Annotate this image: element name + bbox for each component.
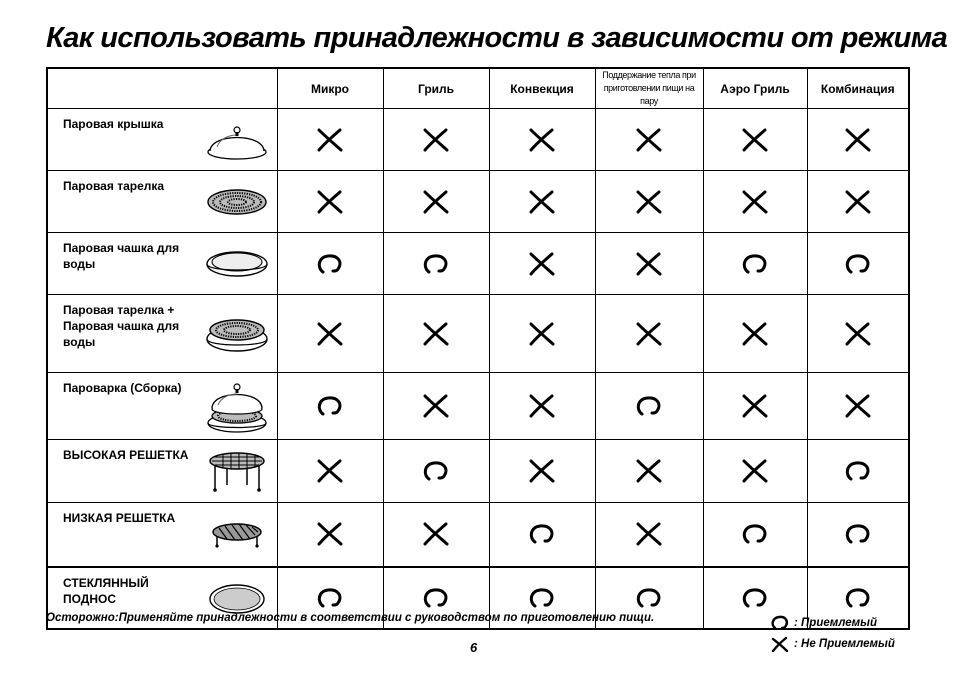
cross-mark-icon bbox=[315, 322, 345, 346]
cross-mark-icon bbox=[770, 636, 790, 652]
not-acceptable-mark bbox=[489, 233, 595, 295]
circle-mark-icon bbox=[421, 460, 451, 482]
mode-header-steam-keep-warm: Поддержание тепла при приготовлении пищи на пару bbox=[595, 68, 703, 109]
page-title: Как использовать принадлежности в зависимости от режима bbox=[46, 22, 948, 54]
acceptable-mark bbox=[807, 440, 909, 503]
acceptable-mark bbox=[383, 440, 489, 503]
cross-mark-icon bbox=[315, 128, 345, 152]
not-acceptable-mark bbox=[489, 440, 595, 503]
not-acceptable-mark bbox=[703, 295, 807, 373]
accessory-row bbox=[47, 295, 909, 373]
accessory-name: Паровая тарелка + Паровая чашка для воды bbox=[63, 303, 180, 349]
cross-mark-icon bbox=[740, 459, 770, 483]
circle-mark-icon bbox=[843, 587, 873, 609]
not-acceptable-mark bbox=[595, 233, 703, 295]
not-acceptable-mark bbox=[383, 373, 489, 440]
cross-mark-icon bbox=[421, 394, 451, 418]
not-acceptable-mark bbox=[703, 171, 807, 233]
circle-mark-icon bbox=[843, 460, 873, 482]
not-acceptable-mark bbox=[807, 373, 909, 440]
not-acceptable-mark bbox=[277, 171, 383, 233]
mode-header-grill: Гриль bbox=[383, 68, 489, 109]
circle-mark-icon bbox=[527, 587, 557, 609]
not-acceptable-mark bbox=[383, 295, 489, 373]
legend-not-acceptable bbox=[770, 633, 895, 654]
not-acceptable-mark bbox=[595, 109, 703, 171]
cross-mark-icon bbox=[527, 252, 557, 276]
circle-mark-icon bbox=[843, 253, 873, 275]
steam-lid-icon bbox=[205, 119, 269, 161]
acceptable-mark bbox=[383, 233, 489, 295]
circle-mark-icon bbox=[740, 587, 770, 609]
cross-mark-icon bbox=[843, 322, 873, 346]
low-rack-icon bbox=[205, 519, 269, 551]
cross-mark-icon bbox=[315, 459, 345, 483]
circle-mark-icon bbox=[421, 253, 451, 275]
accessory-name: НИЗКАЯ РЕШЕТКА bbox=[63, 511, 176, 525]
cross-mark-icon bbox=[843, 190, 873, 214]
not-acceptable-mark bbox=[383, 171, 489, 233]
accessory-row bbox=[47, 440, 909, 503]
circle-mark-icon bbox=[634, 587, 664, 609]
not-acceptable-mark bbox=[383, 503, 489, 567]
not-acceptable-mark bbox=[489, 109, 595, 171]
steamer-assembly-icon bbox=[205, 378, 269, 436]
accessory-cell bbox=[47, 233, 277, 295]
not-acceptable-mark bbox=[703, 109, 807, 171]
not-acceptable-mark bbox=[489, 373, 595, 440]
acceptable-mark bbox=[703, 233, 807, 295]
acceptable-mark bbox=[807, 503, 909, 567]
cross-mark-icon bbox=[740, 128, 770, 152]
circle-mark-icon bbox=[527, 523, 557, 545]
cross-mark-icon bbox=[527, 322, 557, 346]
accessory-cell bbox=[47, 109, 277, 171]
cross-mark-icon bbox=[634, 459, 664, 483]
accessory-row bbox=[47, 233, 909, 295]
page-number: 6 bbox=[470, 640, 478, 655]
cross-mark-icon bbox=[634, 322, 664, 346]
accessory-name: Паровая крышка bbox=[63, 117, 164, 131]
cross-mark-icon bbox=[527, 190, 557, 214]
accessory-row bbox=[47, 109, 909, 171]
cross-mark-icon bbox=[421, 322, 451, 346]
accessory-cell bbox=[47, 295, 277, 373]
cross-mark-icon bbox=[315, 522, 345, 546]
not-acceptable-mark bbox=[595, 171, 703, 233]
cross-mark-icon bbox=[634, 128, 664, 152]
not-acceptable-mark bbox=[595, 440, 703, 503]
circle-mark-icon bbox=[740, 253, 770, 275]
circle-mark-icon bbox=[315, 395, 345, 417]
cross-mark-icon bbox=[527, 128, 557, 152]
acceptable-mark bbox=[807, 233, 909, 295]
acceptable-mark bbox=[489, 503, 595, 567]
not-acceptable-mark bbox=[383, 109, 489, 171]
accessory-name: СТЕКЛЯННЫЙ ПОДНОС bbox=[63, 575, 149, 606]
not-acceptable-mark bbox=[277, 503, 383, 567]
circle-mark-icon bbox=[634, 395, 664, 417]
circle-mark-icon bbox=[315, 587, 345, 609]
accessory-mode-table bbox=[46, 67, 910, 630]
acceptable-mark bbox=[277, 233, 383, 295]
cross-mark-icon bbox=[740, 322, 770, 346]
mode-header-convection: Конвекция bbox=[489, 68, 595, 109]
not-acceptable-mark bbox=[807, 171, 909, 233]
cross-mark-icon bbox=[634, 252, 664, 276]
cross-mark-icon bbox=[634, 190, 664, 214]
circle-mark-icon bbox=[843, 523, 873, 545]
accessory-cell bbox=[47, 171, 277, 233]
legend bbox=[770, 612, 895, 654]
legend-acceptable bbox=[770, 612, 895, 633]
not-acceptable-mark bbox=[703, 373, 807, 440]
accessory-row bbox=[47, 503, 909, 567]
cross-mark-icon bbox=[315, 190, 345, 214]
accessory-name: Паровая чашка для воды bbox=[63, 241, 180, 271]
steam-plate-icon bbox=[205, 185, 269, 219]
cross-mark-icon bbox=[421, 522, 451, 546]
accessory-row bbox=[47, 171, 909, 233]
not-acceptable-mark bbox=[489, 171, 595, 233]
legend-not-acceptable-label: : Не Приемлемый bbox=[794, 637, 895, 650]
not-acceptable-mark bbox=[489, 295, 595, 373]
mode-header-aero-grill: Аэро Гриль bbox=[703, 68, 807, 109]
not-acceptable-mark bbox=[595, 503, 703, 567]
circle-mark-icon bbox=[421, 587, 451, 609]
accessory-name: Пароварка (Сборка) bbox=[63, 381, 182, 395]
circle-mark-icon bbox=[740, 523, 770, 545]
cross-mark-icon bbox=[634, 522, 664, 546]
accessory-cell bbox=[47, 503, 277, 567]
mode-header-micro: Микро bbox=[277, 68, 383, 109]
cross-mark-icon bbox=[421, 128, 451, 152]
cross-mark-icon bbox=[843, 394, 873, 418]
accessory-name: Паровая тарелка bbox=[63, 179, 165, 193]
accessory-row bbox=[47, 373, 909, 440]
not-acceptable-mark bbox=[277, 109, 383, 171]
acceptable-mark bbox=[703, 503, 807, 567]
not-acceptable-mark bbox=[807, 295, 909, 373]
circle-mark-icon bbox=[315, 253, 345, 275]
circle-mark-icon bbox=[770, 615, 790, 631]
accessory-name: ВЫСОКАЯ РЕШЕТКА bbox=[63, 448, 189, 462]
high-rack-icon bbox=[205, 449, 269, 495]
cross-mark-icon bbox=[527, 459, 557, 483]
cross-mark-icon bbox=[740, 394, 770, 418]
accessory-cell bbox=[47, 373, 277, 440]
caution-note: Осторожно:Применяйте принадлежности в соответствии с руководством по приготовлению пищи. bbox=[46, 612, 655, 624]
acceptable-mark bbox=[595, 373, 703, 440]
cross-mark-icon bbox=[740, 190, 770, 214]
mode-header-combination: Комбинация bbox=[807, 68, 909, 109]
steam-water-bowl-icon bbox=[205, 246, 269, 282]
not-acceptable-mark bbox=[703, 440, 807, 503]
cross-mark-icon bbox=[527, 394, 557, 418]
header-corner bbox=[47, 68, 277, 109]
not-acceptable-mark bbox=[277, 295, 383, 373]
not-acceptable-mark bbox=[277, 440, 383, 503]
cross-mark-icon bbox=[421, 190, 451, 214]
cross-mark-icon bbox=[843, 128, 873, 152]
not-acceptable-mark bbox=[807, 109, 909, 171]
accessory-cell bbox=[47, 440, 277, 503]
plate-and-bowl-icon bbox=[205, 312, 269, 356]
not-acceptable-mark bbox=[595, 295, 703, 373]
acceptable-mark bbox=[277, 373, 383, 440]
legend-acceptable-label: : Приемлемый bbox=[794, 616, 877, 629]
